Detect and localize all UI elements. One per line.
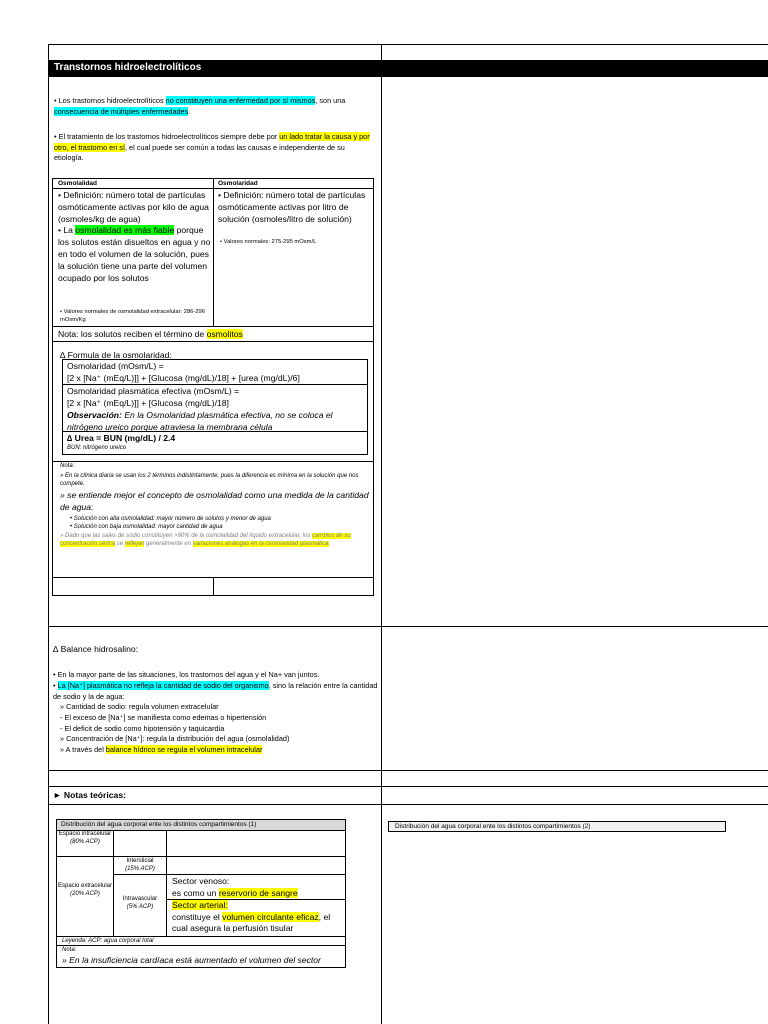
note-5-mid-2: generalmente en (144, 541, 193, 547)
dt1-nota-label: Nota: (62, 947, 77, 953)
osmolalidad-definition: • Definición: número total de partículas osmóticamente activas por kilo de agua (osmoles/kg de agua) (58, 190, 209, 224)
note-5-end: . (328, 541, 331, 547)
venoso-title: Sector venoso: (172, 876, 230, 886)
arterial-pre: constituye el (172, 911, 223, 922)
dt1-line-nota (56, 945, 346, 946)
note-5-highlight-1: cambios de su concentración sérica (60, 533, 351, 547)
intro-paragraph-2 (54, 132, 374, 164)
osmolaridad-values: • Valores normales: 275-295 mOsm/L (220, 239, 317, 245)
eff-formula-block (67, 385, 367, 433)
effective-formula: [2 x [Na⁺ (mEq/L)]] + [Glucosa (mg/dL)/18] (67, 398, 229, 408)
intro-p1-highlight: no constituyen una enfermedad por sí mismos (165, 96, 316, 105)
grid-row-line-4 (48, 804, 768, 805)
grid-row-line-2 (48, 770, 768, 771)
osmolalidad-reason: porque los solutos están disueltos en agua y no en todo el volumen de la solución, pues la solución tiene una parte del volumen ocupado por los solutos (58, 225, 211, 283)
notas-teoricas-heading: ► Notas teóricas: (53, 790, 126, 800)
balance-b2-highlight: La [Na⁺] plasmática no refleja la cantidad de sodio del organismo (57, 681, 269, 690)
observation-label: Observación: (67, 410, 122, 420)
osmolalidad-highlight: osmolalidad es más fiable (75, 225, 175, 236)
note-5-text: » Dado que las sales de sodio constituyen >90% de la osmolalidad del líquido extracelular, los (60, 533, 312, 539)
balance-b7-highlight: balance hídrico se regula el volumen intracelular (105, 745, 263, 754)
dt1-col2 (166, 830, 167, 936)
dt1-leyenda: Leyenda: ACP: agua corporal total (62, 938, 154, 944)
extra-label: Espacio extracelular (57, 883, 113, 889)
intro-p1-highlight-2: consecuencia de múltiples enfermedades (54, 106, 189, 116)
observation-text: En la Osmolaridad plasmática efectiva, no se coloca el nitrógeno ureico porque atraviesa la membrana célula (67, 410, 333, 432)
balance-b4: - El exceso de [Na⁺] se manifiesta como edemas o hipertensión (60, 713, 267, 722)
balance-b2 (53, 681, 378, 702)
distribution-table-2-title: Distribución del agua corporal ente los distintos compartimientos (2) (395, 823, 591, 830)
grid-middle-line (381, 44, 382, 1024)
osmolaridad-definition: • Definición: número total de partículas osmóticamente activas por litro de solución (osmoles/litro de solución) (218, 190, 366, 224)
intro-p1-mid: , son una (315, 96, 346, 105)
note-5 (60, 532, 370, 548)
osm-formula-block (67, 360, 367, 384)
balance-b1: • En la mayor parte de las situaciones, los trastornos del agua y el Na+ van juntos. (53, 670, 320, 679)
osm-col2-header: Osmolaridad (218, 180, 258, 187)
osm-nota-bottom-line (52, 341, 374, 342)
dt1-line-inter (113, 874, 346, 875)
balance-b3: » Cantidad de sodio: regula volumen extracelular (60, 702, 219, 711)
arterial-title: Sector arterial: (172, 900, 228, 910)
intro-p2-highlight: un lado tratar la causa y por otro, el trastorno en sí (54, 132, 370, 152)
osm-nota-line (52, 326, 374, 327)
distribution-table-1-title: Distribución del agua corporal ente los distintos compartimientos (1) (57, 820, 345, 830)
osm-col-divider (213, 178, 214, 326)
balance-b7-text: » A través del (60, 745, 106, 754)
venoso-highlight: reservorio de sangre (218, 887, 298, 898)
intra-label: Espacio intracelular (58, 831, 112, 837)
note-5-highlight-3: variaciones análogas en la osmolaridad plasmática (192, 541, 329, 547)
balance-b2-end: , sino la relación entre la cantidad de sodio y la de agua: (53, 681, 378, 701)
osm-col2-body (218, 190, 372, 225)
intro-p1-text: • Los trastornos hidroelectrolíticos (54, 96, 166, 105)
grid-left-line (48, 44, 49, 1024)
venoso-pre: es como un (172, 887, 219, 898)
intra-pct: (80% ACP) (70, 838, 100, 845)
balance-heading: ∆ Balance hidrosalino: (53, 644, 139, 654)
effective-formula-title: Osmolaridad plasmática efectiva (mOsm/L) = (67, 386, 240, 396)
balance-b7 (60, 745, 262, 756)
extra-pct: (20% ACP) (70, 891, 100, 897)
osmolitos-highlight: osmolitos (206, 329, 243, 339)
grid-top-line (48, 44, 768, 45)
dt1-col1 (113, 830, 114, 936)
inter-label: Intersticial (126, 858, 154, 864)
page-title: Transtornos hidroelectrolíticos (54, 62, 202, 73)
balance-b6: » Concentración de [Na⁺]: regula la distribución del agua (osmolalidad) (60, 734, 290, 743)
inter-cell (114, 857, 166, 873)
note-5-highlight-2: reflejan (124, 541, 145, 547)
arterial-end: , el cual asegura la perfusión tisular (172, 911, 331, 933)
dt1-line-intra (56, 856, 346, 857)
extra-cell (57, 882, 113, 898)
intrav-cell (114, 895, 166, 911)
urea-formula: ∆ Urea = BUN (mg/dL) / 2.4 (67, 433, 176, 443)
osm-col1-body (58, 190, 212, 284)
osmolaridad-formula-title: Osmolaridad (mOsm/L) = (67, 361, 164, 371)
arterial-cell (172, 900, 344, 935)
dt1-nota-text: » En la insuficiencia cardíaca está aumentado el volumen del sector (62, 955, 321, 965)
grid-row-line-1 (48, 626, 768, 627)
venoso-cell (172, 876, 344, 899)
osm-bottom-divider (213, 577, 214, 596)
section-title-bar (48, 60, 768, 77)
intro-p2-end: , el cual puede ser común a todas las causas e independiente de su etiología. (54, 142, 345, 162)
notes-top-line (52, 461, 374, 462)
balance-b2-bullet: • (53, 681, 58, 690)
note-2: » se entiende mejor el concepto de osmolalidad como una medida de la cantidad de agua: (60, 490, 369, 512)
intro-paragraph-1 (54, 96, 374, 117)
osmolaridad-formula: [2 x [Na⁺ (mEq/L)]] + [Glucosa (mg/dL)/18] + [urea (mg/dL)/6] (67, 373, 300, 383)
note-5-mid: se (115, 541, 125, 547)
formula-heading: ∆ Formula de la osmolaridad: (60, 350, 172, 360)
bun-legend: BUN: nitrógeno ureico (67, 445, 127, 451)
osmolalidad-la: • La (58, 225, 76, 236)
note-3: • Solución con alta osmolalidad: mayor número de solutos y menor de agua (70, 516, 271, 522)
intro-p2-text: • El tratamiento de los trastornos hidroelectrolíticos siempre debe por (54, 132, 280, 141)
notes-label: Nota: (60, 463, 75, 469)
osmolalidad-values: • Valores normales de osmolalidad extracelular: 286-296 mOsm/Kg (60, 309, 205, 323)
intro-p1-end: . (188, 106, 191, 116)
grid-row-line-3 (48, 786, 768, 787)
osm-nota (58, 328, 370, 340)
balance-b5: - El deficit de sodio como hipotensión y taquicardia (60, 724, 225, 733)
osm-col1-header: Osmolalidad (58, 180, 98, 187)
intrav-label: Intravascular (122, 896, 158, 902)
note-4: • Solución con baja osmolalidad: mayor cantidad de agua (70, 524, 223, 530)
intrav-pct: (5% ACP) (126, 904, 154, 910)
note-1: » En la clínica diaria se usan los 2 términos indistintamente, pues la diferencia es mínima en la solución que nos compete. (60, 473, 359, 487)
arterial-highlight: volumen circulante eficaz (222, 911, 319, 922)
intra-cell (57, 831, 113, 846)
inter-pct: (15% ACP) (125, 866, 155, 872)
osm-nota-text: Nota: los solutos reciben el término de (58, 329, 207, 339)
